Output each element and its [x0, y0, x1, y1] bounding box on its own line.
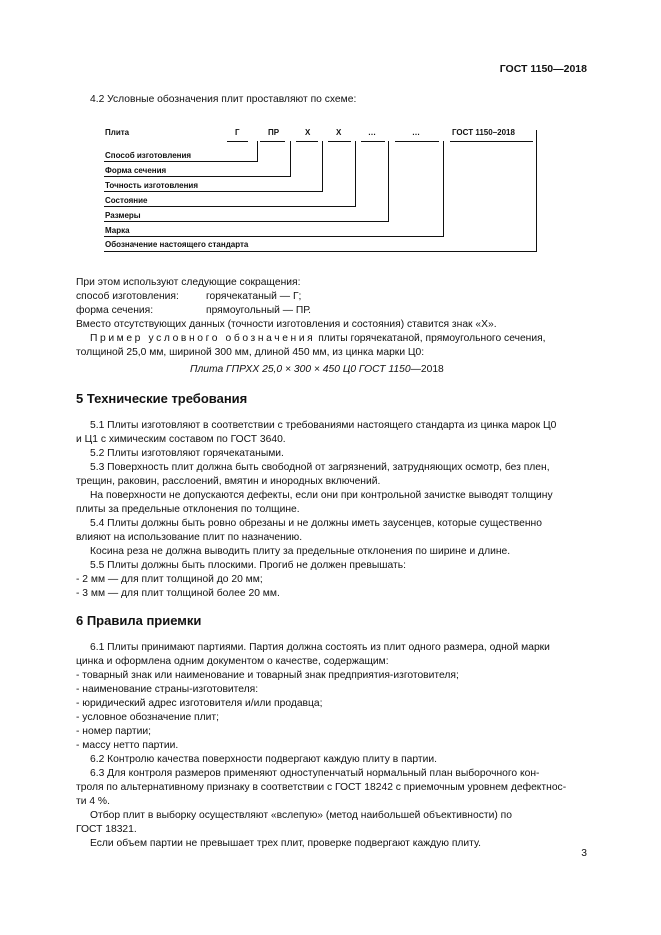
scheme-underline — [361, 141, 385, 142]
designation-italic: Плита ГПРХХ 25,0 × 300 × 450 Ц0 ГОСТ 1150 — [190, 364, 411, 375]
scheme-underline — [227, 141, 248, 142]
paragraph-line: ти 4 %. — [76, 796, 110, 807]
scheme-head-name: Плита — [105, 128, 130, 137]
section-6-title: 6 Правила приемки — [76, 613, 202, 628]
list-item: - 2 мм — для плит толщиной до 20 мм; — [76, 574, 263, 585]
paragraph-line: плиты за предельные отклонения по толщине. — [76, 504, 300, 515]
scheme-row-label: Способ изготовления — [105, 151, 192, 160]
scheme-underline — [260, 141, 285, 142]
list-item: - массу нетто партии. — [76, 740, 179, 751]
list-item: - 3 мм — для плит толщиной более 20 мм. — [76, 588, 280, 599]
scheme-code-pr: ПР — [268, 128, 280, 137]
paragraph-line: 6.1 Плиты принимают партиями. Партия должна состоять из плит одного размера, одной марки — [90, 642, 550, 653]
scheme-vertical — [290, 141, 291, 177]
scheme-vertical — [355, 141, 356, 207]
section-5-title: 5 Технические требования — [76, 391, 248, 406]
scheme-leader — [104, 251, 537, 252]
scheme-vertical — [322, 141, 323, 192]
abbrev-note: Вместо отсутствующих данных (точности изготовления и состояния) ставится знак «Х». — [76, 319, 497, 330]
paragraph-line: влияют на использование плит по назначению. — [76, 532, 303, 543]
scheme-code-x2: Х — [336, 128, 342, 137]
clause-4-2: 4.2 Условные обозначения плит проставляют по схеме: — [90, 94, 357, 105]
paragraph-line: троля по альтернативному признаку в соответствии с ГОСТ 18242 с приемочным уровнем дефектнос- — [76, 782, 567, 793]
paragraph-line: 5.1 Плиты изготовляют в соответствии с требованиями настоящего стандарта из цинка марок Ц0 — [90, 420, 557, 431]
scheme-vertical — [257, 141, 258, 162]
list-item: - условное обозначение плит; — [76, 712, 219, 723]
example-designation — [190, 364, 444, 375]
paragraph-line: и Ц1 с химическим составом по ГОСТ 3640. — [76, 434, 286, 445]
document-code-header: ГОСТ 1150—2018 — [499, 63, 587, 75]
scheme-row-label: Размеры — [105, 211, 141, 220]
paragraph-line: На поверхности не допускаются дефекты, если они при контрольной зачистке выводят толщину — [90, 490, 553, 501]
scheme-row-label: Точность изготовления — [105, 181, 198, 190]
scheme-vertical — [443, 141, 444, 237]
scheme-underline — [296, 141, 318, 142]
example-label: Пример условного обозначения — [90, 333, 316, 344]
list-item: - товарный знак или наименование и товарный знак предприятия-изготовителя; — [76, 670, 459, 681]
scheme-code-standard: ГОСТ 1150–2018 — [452, 128, 515, 137]
scheme-row-label: Форма сечения — [105, 166, 167, 175]
scheme-underline — [395, 141, 439, 142]
scheme-row-label: Обозначение настоящего стандарта — [105, 240, 249, 249]
scheme-leader — [104, 206, 356, 207]
scheme-code-x1: Х — [305, 128, 311, 137]
paragraph-line: 5.4 Плиты должны быть ровно обрезаны и не должны иметь заусенцев, которые существенно — [90, 518, 542, 529]
list-item: - наименование страны-изготовителя: — [76, 684, 259, 695]
scheme-leader — [104, 176, 291, 177]
example-text: плиты горячекатаной, прямоугольного сечения, — [315, 333, 546, 344]
paragraph-line: 6.2 Контролю качества поверхности подвергают каждую плиту в партии. — [90, 754, 437, 765]
scheme-leader — [104, 191, 323, 192]
paragraph-line: Отбор плит в выборку осуществляют «вслепую» (метод наибольшей объективности) по — [90, 810, 512, 821]
list-item: - номер партии; — [76, 726, 151, 737]
scheme-leader — [104, 161, 258, 162]
scheme-row-label: Состояние — [105, 196, 148, 205]
paragraph-line: Если объем партии не превышает трех плит, проверке подвергают каждую плиту. — [90, 838, 481, 849]
example-line-1 — [90, 333, 546, 344]
scheme-vertical — [388, 141, 389, 222]
example-line-2: толщиной 25,0 мм, шириной 300 мм, длиной 450 мм, из цинка марки Ц0: — [76, 347, 425, 358]
paragraph-line: 5.3 Поверхность плит должна быть свободной от загрязнений, затрудняющих осмотр, без плен, — [90, 462, 550, 473]
paragraph-line: ГОСТ 18321. — [76, 824, 137, 835]
designation-year: —2018 — [410, 364, 444, 375]
scheme-code-dots2: … — [412, 128, 420, 137]
paragraph-line: 5.2 Плиты изготовляют горячекатаными. — [90, 448, 284, 459]
abbrev-term: способ изготовления: — [76, 291, 179, 302]
paragraph-line: трещин, раковин, расслоений, вмятин и инородных включений. — [76, 476, 381, 487]
scheme-leader — [104, 221, 389, 222]
page-number: 3 — [581, 848, 587, 859]
scheme-vertical — [536, 130, 537, 252]
scheme-underline — [328, 141, 351, 142]
abbrev-term: форма сечения: — [76, 305, 154, 316]
scheme-code-dots1: … — [368, 128, 376, 137]
abbrev-value: горячекатаный — Г; — [206, 291, 302, 302]
scheme-code-g: Г — [235, 128, 240, 137]
scheme-underline — [450, 141, 533, 142]
paragraph-line: цинка и оформлена одним документом о качестве, содержащим: — [76, 656, 389, 667]
scheme-row-label: Марка — [105, 226, 130, 235]
paragraph-line: 6.3 Для контроля размеров применяют одноступенчатый нормальный план выборочного кон- — [90, 768, 540, 779]
scheme-leader — [104, 236, 444, 237]
list-item: - юридический адрес изготовителя и/или продавца; — [76, 698, 323, 709]
abbrev-intro: При этом используют следующие сокращения: — [76, 277, 301, 288]
abbrev-value: прямоугольный — ПР. — [206, 305, 312, 316]
paragraph-line: Косина реза не должна выводить плиту за предельные отклонения по ширине и длине. — [90, 546, 511, 557]
paragraph-line: 5.5 Плиты должны быть плоскими. Прогиб не должен превышать: — [90, 560, 406, 571]
